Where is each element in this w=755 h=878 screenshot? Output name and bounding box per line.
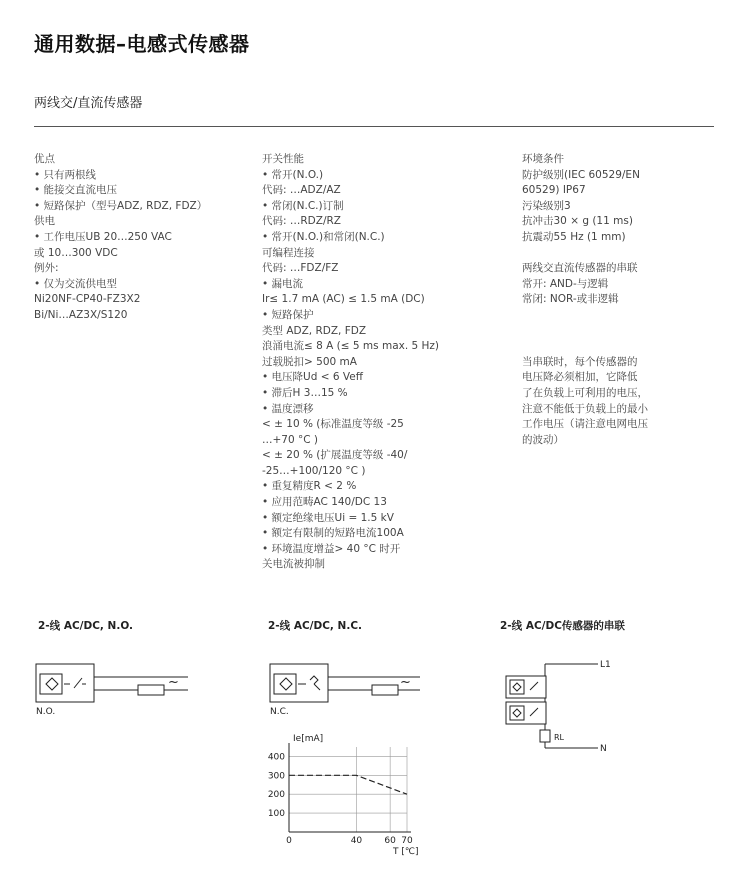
text-line: • 常闭(N.C.)订制 (262, 199, 344, 212)
text-line: • 重复精度R < 2 % (262, 480, 357, 493)
text-line: < ± 10 % (标准温度等级 -25 (262, 418, 404, 431)
text-line: 或 10…300 VDC (34, 246, 118, 259)
text-line: 了在负载上可利用的电压， (522, 386, 648, 399)
text-line: 可编程连接 (262, 246, 315, 259)
text-line: Ir≤ 1.7 mA (AC) ≤ 1.5 mA (DC) (262, 293, 425, 306)
x-tick-label: 60 (384, 836, 396, 846)
text-line: • 额定绝缘电压Ui = 1.5 kV (262, 511, 394, 524)
x-tick-label: 0 (286, 836, 292, 846)
text-line: • 仅为交流供电型 (34, 277, 118, 290)
text-line: 浪涌电流≤ 8 A (≤ 5 ms max. 5 Hz) (262, 340, 440, 353)
text-line: 注意不能低于负载上的最小 (522, 402, 648, 415)
label-rl: RL (554, 733, 565, 742)
text-line: • 短路保护 (262, 308, 314, 321)
text-line: -25…+100/120 °C ) (262, 464, 366, 477)
text-line: • 环境温度增益> 40 °C 时开 (262, 542, 401, 555)
diagram-title-series: 2-线 AC/DC传感器的串联 (500, 620, 625, 632)
sensor-box-nc (270, 664, 328, 702)
text-line: 两线交直流传感器的串联 (522, 262, 638, 275)
derating-chart (268, 734, 419, 857)
text-line: 常开: AND-与逻辑 (522, 277, 609, 290)
y-tick-label: 300 (267, 771, 285, 782)
wiring-diagram-series (506, 664, 598, 748)
series-line-ie (289, 775, 407, 794)
load-resistor-no (138, 685, 164, 695)
switch-contact-no (74, 678, 82, 688)
sensor-box-series-1 (506, 676, 546, 698)
ac-symbol-nc: ~ (400, 675, 411, 690)
text-line: • 电压降Ud < 6 Veff (262, 371, 363, 384)
x-axis-label: T [℃] (393, 847, 419, 857)
y-tick-label: 400 (267, 752, 285, 763)
diagram-title-nc: 2-线 AC/DC, N.C. (268, 620, 363, 632)
text-line: • 能接交直流电压 (34, 184, 118, 197)
text-line: • 额定有限制的短路电流100A (262, 527, 404, 540)
y-tick-label: 100 (267, 809, 285, 820)
label-n: N (600, 744, 607, 754)
text-line: • 工作电压UB 20…250 VAC (34, 230, 172, 243)
text-line: 抗冲击30 × g (11 ms) (522, 215, 633, 228)
text-line: • 应用范畴AC 140/DC 13 (262, 496, 387, 509)
text-line: …+70 °C ) (262, 433, 319, 446)
x-tick-label: 40 (350, 836, 363, 846)
text-line: • 只有两根线 (34, 168, 97, 181)
text-line: 抗震动55 Hz (1 mm) (522, 230, 626, 243)
sensor-box-no (36, 664, 94, 702)
text-line: Ni20NF-CP40-FZ3X2 (34, 293, 141, 306)
wiring-diagram-no (36, 664, 188, 702)
text-line: 60529) IP67 (522, 184, 586, 197)
text-line: • 滞后H 3…15 % (262, 386, 348, 399)
text-line: 开关性能 (262, 153, 304, 165)
ac-symbol-no: ~ (168, 675, 179, 690)
page-subtitle: 两线交/直流传感器 (34, 96, 143, 111)
switch-contact-nc (310, 676, 318, 684)
text-line: • 温度漂移 (262, 402, 314, 415)
text-line: • 常开(N.O.) (262, 168, 324, 181)
text-line: • 短路保护（型号ADZ, RDZ, FDZ） (34, 199, 208, 212)
text-line: 代码: …FDZ/FZ (262, 262, 339, 275)
text-line: 关电流被抑制 (262, 558, 325, 571)
text-line: 当串联时，每个传感器的 (522, 355, 638, 368)
text-line: 环境条件 (522, 153, 564, 165)
label-l1: L1 (600, 660, 611, 670)
load-resistor-series (540, 730, 550, 742)
y-axis-label: Ie[mA] (293, 734, 324, 744)
wiring-diagram-nc (270, 664, 420, 702)
y-tick-label: 200 (267, 790, 285, 801)
x-tick-label: 70 (401, 836, 413, 846)
text-line: 例外: (34, 262, 59, 275)
text-line: < ± 20 % (扩展温度等级 -40/ (262, 449, 408, 462)
load-resistor-nc (372, 685, 398, 695)
diagram-title-no: 2-线 AC/DC, N.O. (38, 620, 134, 632)
text-line: 代码: …RDZ/RZ (262, 215, 341, 228)
sensor-box-series-2 (506, 702, 546, 724)
page-title: 通用数据–电感式传感器 (34, 32, 250, 56)
text-line: 类型 ADZ, RDZ, FDZ (262, 324, 367, 337)
label-nc: N.C. (270, 707, 289, 717)
text-line: • 常开(N.O.)和常闭(N.C.) (262, 230, 385, 243)
label-no: N.O. (36, 707, 56, 717)
text-line: 工作电压（请注意电网电压 (522, 418, 648, 431)
text-line: 电压降必须相加，它降低 (522, 371, 638, 384)
text-line: • 漏电流 (262, 277, 304, 290)
text-line: Bi/Ni…AZ3X/S120 (34, 308, 128, 321)
text-line: 常闭: NOR-或非逻辑 (522, 293, 619, 306)
text-line: 优点 (34, 153, 55, 165)
text-line: 代码: …ADZ/AZ (262, 184, 341, 197)
text-line: 的波动） (522, 433, 564, 446)
text-line: 污染级别3 (522, 199, 571, 212)
text-line: 防护级别(IEC 60529/EN (522, 168, 640, 181)
text-line: 过载脱扣> 500 mA (262, 355, 357, 368)
text-line: 供电 (34, 215, 55, 228)
